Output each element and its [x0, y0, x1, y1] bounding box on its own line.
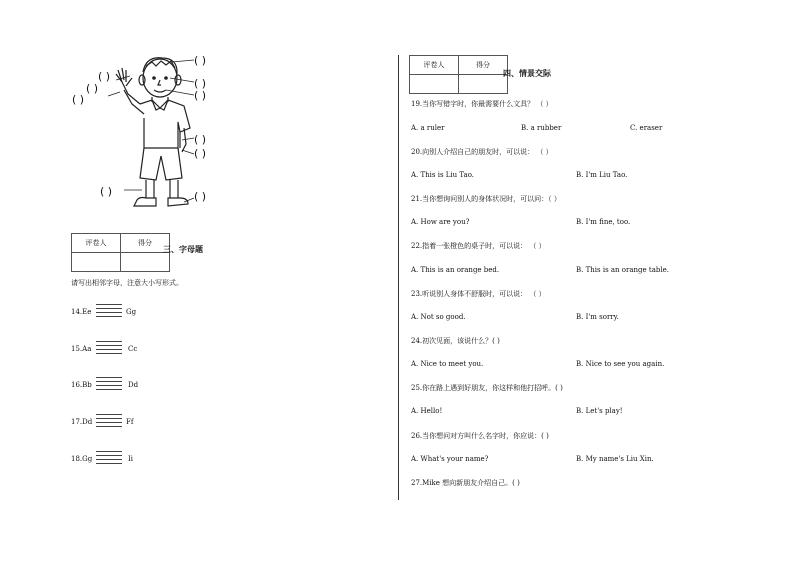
section3-instruction: 请写出相邻字母，注意大小写形式。	[71, 279, 183, 287]
question-text: 20.向别人介绍自己的朋友时，可以说： （ ）	[411, 148, 553, 156]
option-b[interactable]: B. Let's play!	[576, 407, 623, 415]
score-header-score: 得分	[121, 234, 170, 253]
question-text: 22.指着一张橙色的桌子时，可以说： （ ）	[411, 242, 546, 250]
letter-right: Cc	[128, 345, 138, 353]
letter-right: Gg	[126, 308, 137, 316]
question-text: 23.听说别人身体不舒服时，可以说： （ ）	[411, 290, 546, 298]
figure-bracket[interactable]: ( )	[100, 185, 113, 198]
question-text: 26.当你想问对方叫什么名字时，你应说：( )	[411, 432, 549, 440]
figure-bracket[interactable]: ( )	[194, 54, 207, 67]
score-cell-score[interactable]	[121, 253, 170, 272]
letter-right: Ff	[126, 418, 134, 426]
option-a[interactable]: A. Nice to meet you.	[411, 360, 484, 368]
option-b[interactable]: B. My name's Liu Xin.	[576, 455, 654, 463]
option-c[interactable]: C. eraser	[630, 124, 663, 132]
figure-bracket[interactable]: ( )	[98, 70, 111, 83]
option-b[interactable]: B. Nice to see you again.	[576, 360, 665, 368]
section4-title: 四、情景交际	[503, 69, 551, 78]
score-cell-score[interactable]	[459, 75, 508, 94]
option-a[interactable]: A. This is an orange bed.	[411, 266, 500, 274]
option-a[interactable]: A. This is Liu Tao.	[411, 171, 475, 179]
figure-bracket[interactable]: ( )	[194, 77, 207, 90]
letter-left: 17.Dd	[71, 418, 93, 426]
writing-lines[interactable]	[96, 377, 122, 391]
question-text: 21.当你想询问别人的身体状况时，可以问：（ ）	[411, 195, 561, 203]
option-b[interactable]: B. This is an orange table.	[576, 266, 669, 274]
question-text: 19.当你写错字时，你最需要什么文具？ （ ）	[411, 100, 553, 108]
option-a[interactable]: A. Not so good.	[411, 313, 466, 321]
writing-lines[interactable]	[96, 304, 122, 318]
column-divider	[398, 55, 399, 500]
section3-title: 三、字母题	[163, 245, 203, 254]
option-b[interactable]: B. a rubber	[521, 124, 562, 132]
score-cell-grader[interactable]	[72, 253, 121, 272]
score-table-section4	[409, 55, 508, 94]
figure-bracket[interactable]: ( )	[86, 82, 99, 95]
letter-left: 15.Aa	[71, 345, 92, 353]
writing-lines[interactable]	[96, 341, 122, 355]
letter-left: 16.Bb	[71, 381, 92, 389]
question-text: 25.你在路上遇到好朋友，你这样和他打招呼。( )	[411, 384, 563, 392]
option-b[interactable]: B. I'm fine, too.	[576, 218, 631, 226]
figure-bracket[interactable]: ( )	[72, 93, 85, 106]
score-header-grader: 评卷人	[72, 234, 121, 253]
question-text: 27.Mike 想向新朋友介绍自己。( )	[411, 479, 520, 487]
score-cell-grader[interactable]	[410, 75, 459, 94]
letter-left: 14.Ee	[71, 308, 92, 316]
letter-left: 18.Gg	[71, 455, 93, 463]
figure-bracket[interactable]: ( )	[194, 133, 207, 146]
letter-right: Ii	[128, 455, 134, 463]
option-a[interactable]: A. a ruler	[411, 124, 445, 132]
figure-bracket[interactable]: ( )	[194, 147, 207, 160]
score-header-score: 得分	[459, 56, 508, 75]
writing-lines[interactable]	[96, 414, 122, 428]
option-a[interactable]: A. How are you?	[411, 218, 470, 226]
question-text: 24.初次见面，该说什么？( )	[411, 337, 500, 345]
score-header-grader: 评卷人	[410, 56, 459, 75]
score-table-section3	[71, 233, 170, 272]
figure-bracket[interactable]: ( )	[194, 190, 207, 203]
option-b[interactable]: B. I'm sorry.	[576, 313, 619, 321]
figure-bracket[interactable]: ( )	[194, 89, 207, 102]
letter-right: Dd	[128, 381, 139, 389]
option-a[interactable]: A. What's your name?	[411, 455, 489, 463]
option-b[interactable]: B. I'm Liu Tao.	[576, 171, 628, 179]
writing-lines[interactable]	[96, 451, 122, 465]
option-a[interactable]: A. Hello!	[411, 407, 443, 415]
